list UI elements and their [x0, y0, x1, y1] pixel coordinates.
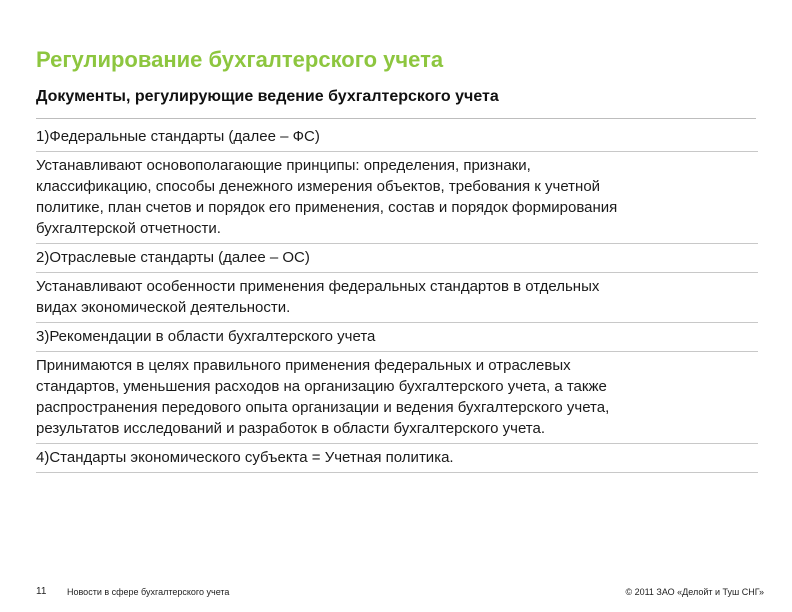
text-line: 2)Отраслевые стандарты (далее – ОС) — [36, 249, 310, 266]
top-divider — [36, 118, 756, 119]
text-line: 1)Федеральные стандарты (далее – ФС) — [36, 128, 320, 145]
footer-copyright: © 2011 ЗАО «Делойт и Туш СНГ» — [625, 587, 764, 597]
footer-title: Новости в сфере бухгалтерского учета — [67, 587, 230, 597]
content-block — [36, 244, 758, 273]
text-line: Устанавливают основополагающие принципы: определения, признаки, — [36, 157, 531, 174]
content-block — [36, 323, 758, 352]
text-line: распространения передового опыта организации и ведения бухгалтерского учета, — [36, 399, 610, 416]
text-line: 4)Стандарты экономического субъекта = Учетная политика. — [36, 449, 454, 466]
content-block — [36, 444, 758, 473]
text-line: бухгалтерской отчетности. — [36, 220, 221, 237]
text-line: 3)Рекомендации в области бухгалтерского учета — [36, 328, 376, 345]
text-line: результатов исследований и разработок в области бухгалтерского учета. — [36, 420, 546, 437]
text-line: Устанавливают особенности применения федеральных стандартов в отдельных — [36, 278, 600, 295]
content-list — [36, 123, 758, 473]
content-block — [36, 352, 758, 444]
text-line: видах экономической деятельности. — [36, 299, 291, 316]
text-line: политике, план счетов и порядок его применения, состав и порядок формирования — [36, 199, 618, 216]
text-line: Принимаются в целях правильного применения федеральных и отраслевых — [36, 357, 571, 374]
slide-title: Регулирование бухгалтерского учета — [36, 47, 444, 72]
content-block — [36, 152, 758, 244]
text-line: стандартов, уменьшения расходов на организацию бухгалтерского учета, а также — [36, 378, 607, 395]
text-line: классификацию, способы денежного измерения объектов, требования к учетной — [36, 178, 601, 195]
content-block — [36, 123, 758, 152]
content-block — [36, 273, 758, 323]
page-number: 11 — [36, 586, 47, 597]
slide-subtitle: Документы, регулирующие ведение бухгалтерского учета — [36, 88, 499, 105]
